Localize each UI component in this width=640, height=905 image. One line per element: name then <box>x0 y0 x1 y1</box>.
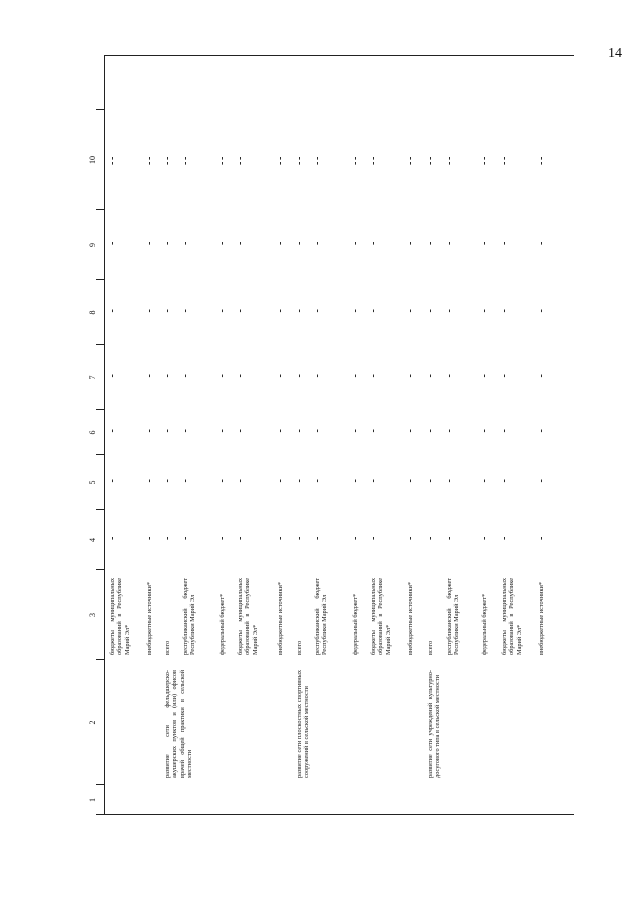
funding-source: республиканский бюджет Республики Марий Эл <box>314 578 329 655</box>
empty-value-dash: - <box>144 479 155 483</box>
empty-value-dash: - <box>368 161 379 165</box>
empty-value-dash: - <box>444 156 455 160</box>
empty-value-dash: - <box>536 161 547 165</box>
empty-value-dash: - <box>536 309 547 313</box>
empty-value-dash: - <box>444 309 455 313</box>
funding-source: республиканский бюджет Республики Марий Эл <box>182 578 197 655</box>
row-label: развитие сети плоскостных спортивных сооружений в сельской местности <box>296 670 311 778</box>
empty-value-dash: - <box>350 536 361 540</box>
empty-value-dash: - <box>180 161 191 165</box>
empty-value-dash: - <box>536 536 547 540</box>
empty-value-dash: - <box>312 241 323 245</box>
funding-source: внебюджетные источники* <box>538 581 545 655</box>
empty-value-dash: - <box>162 374 173 378</box>
empty-value-dash: - <box>144 309 155 313</box>
empty-value-dash: - <box>275 429 286 433</box>
empty-value-dash: - <box>368 374 379 378</box>
empty-value-dash: - <box>144 429 155 433</box>
empty-value-dash: - <box>107 161 118 165</box>
empty-value-dash: - <box>235 479 246 483</box>
empty-value-dash: - <box>180 374 191 378</box>
empty-value-dash: - <box>180 309 191 313</box>
financing-table <box>88 55 574 815</box>
empty-value-dash: - <box>107 429 118 433</box>
empty-value-dash: - <box>217 161 228 165</box>
column-divider <box>96 344 105 345</box>
empty-value-dash: - <box>217 156 228 160</box>
empty-value-dash: - <box>479 536 490 540</box>
empty-value-dash: - <box>425 429 436 433</box>
empty-value-dash: - <box>350 156 361 160</box>
empty-value-dash: - <box>479 156 490 160</box>
empty-value-dash: - <box>312 309 323 313</box>
empty-value-dash: - <box>312 374 323 378</box>
empty-value-dash: - <box>479 241 490 245</box>
header-rule <box>104 55 105 815</box>
empty-value-dash: - <box>444 374 455 378</box>
empty-value-dash: - <box>217 479 228 483</box>
empty-value-dash: - <box>294 309 305 313</box>
empty-value-dash: - <box>479 161 490 165</box>
empty-value-dash: - <box>499 161 510 165</box>
funding-source: внебюджетные источники* <box>146 581 153 655</box>
funding-source: бюджеты муниципальных образований в Республике Марий Эл* <box>237 578 259 655</box>
empty-value-dash: - <box>499 429 510 433</box>
empty-value-dash: - <box>499 156 510 160</box>
empty-value-dash: - <box>444 479 455 483</box>
empty-value-dash: - <box>368 241 379 245</box>
empty-value-dash: - <box>536 241 547 245</box>
empty-value-dash: - <box>479 479 490 483</box>
funding-source: всего <box>427 640 434 655</box>
funding-source: федеральный бюджет* <box>481 593 488 655</box>
empty-value-dash: - <box>368 156 379 160</box>
empty-value-dash: - <box>368 429 379 433</box>
empty-value-dash: - <box>312 156 323 160</box>
empty-value-dash: - <box>235 536 246 540</box>
empty-value-dash: - <box>180 241 191 245</box>
empty-value-dash: - <box>162 429 173 433</box>
page-number: 14 <box>608 46 622 61</box>
empty-value-dash: - <box>235 161 246 165</box>
column-divider <box>96 409 105 410</box>
empty-value-dash: - <box>180 536 191 540</box>
empty-value-dash: - <box>294 241 305 245</box>
empty-value-dash: - <box>275 536 286 540</box>
empty-value-dash: - <box>217 536 228 540</box>
empty-value-dash: - <box>162 479 173 483</box>
empty-value-dash: - <box>275 374 286 378</box>
empty-value-dash: - <box>405 374 416 378</box>
column-divider <box>96 659 105 660</box>
empty-value-dash: - <box>217 429 228 433</box>
empty-value-dash: - <box>162 156 173 160</box>
table-right-border <box>104 55 574 56</box>
empty-value-dash: - <box>499 309 510 313</box>
empty-value-dash: - <box>479 309 490 313</box>
column-divider <box>96 814 105 815</box>
empty-value-dash: - <box>405 241 416 245</box>
empty-value-dash: - <box>425 479 436 483</box>
funding-source: всего <box>296 640 303 655</box>
empty-value-dash: - <box>275 309 286 313</box>
empty-value-dash: - <box>444 429 455 433</box>
empty-value-dash: - <box>180 429 191 433</box>
empty-value-dash: - <box>275 156 286 160</box>
empty-value-dash: - <box>536 156 547 160</box>
empty-value-dash: - <box>144 156 155 160</box>
funding-source: федеральный бюджет* <box>219 593 226 655</box>
empty-value-dash: - <box>444 536 455 540</box>
column-divider <box>96 209 105 210</box>
table-left-border <box>104 814 574 815</box>
empty-value-dash: - <box>107 241 118 245</box>
empty-value-dash: - <box>444 161 455 165</box>
empty-value-dash: - <box>312 161 323 165</box>
column-number: 6 <box>88 430 97 435</box>
column-number: 2 <box>88 720 97 725</box>
empty-value-dash: - <box>368 309 379 313</box>
empty-value-dash: - <box>425 374 436 378</box>
empty-value-dash: - <box>235 156 246 160</box>
empty-value-dash: - <box>405 479 416 483</box>
column-number: 10 <box>88 156 97 164</box>
empty-value-dash: - <box>235 309 246 313</box>
funding-source: внебюджетные источники* <box>277 581 284 655</box>
empty-value-dash: - <box>405 156 416 160</box>
empty-value-dash: - <box>425 536 436 540</box>
empty-value-dash: - <box>368 479 379 483</box>
empty-value-dash: - <box>536 429 547 433</box>
empty-value-dash: - <box>350 374 361 378</box>
empty-value-dash: - <box>499 374 510 378</box>
funding-source: бюджеты муниципальных образований в Республике Марий Эл* <box>501 578 523 655</box>
empty-value-dash: - <box>107 309 118 313</box>
funding-source: внебюджетные источники* <box>407 581 414 655</box>
empty-value-dash: - <box>425 309 436 313</box>
empty-value-dash: - <box>294 479 305 483</box>
empty-value-dash: - <box>180 479 191 483</box>
empty-value-dash: - <box>217 241 228 245</box>
column-number: 1 <box>88 798 97 802</box>
empty-value-dash: - <box>162 241 173 245</box>
column-divider <box>96 509 105 510</box>
empty-value-dash: - <box>425 241 436 245</box>
empty-value-dash: - <box>144 536 155 540</box>
empty-value-dash: - <box>294 374 305 378</box>
empty-value-dash: - <box>235 241 246 245</box>
column-number: 8 <box>88 310 97 315</box>
empty-value-dash: - <box>107 536 118 540</box>
funding-source: бюджеты муниципальных образований в Республике Марий Эл* <box>370 578 392 655</box>
empty-value-dash: - <box>444 241 455 245</box>
empty-value-dash: - <box>294 161 305 165</box>
empty-value-dash: - <box>499 241 510 245</box>
empty-value-dash: - <box>294 156 305 160</box>
empty-value-dash: - <box>275 241 286 245</box>
column-number: 9 <box>88 243 97 247</box>
empty-value-dash: - <box>312 479 323 483</box>
empty-value-dash: - <box>144 241 155 245</box>
funding-source: федеральный бюджет* <box>352 593 359 655</box>
column-divider <box>96 279 105 280</box>
empty-value-dash: - <box>162 309 173 313</box>
column-number: 7 <box>88 375 97 380</box>
empty-value-dash: - <box>235 374 246 378</box>
empty-value-dash: - <box>405 536 416 540</box>
empty-value-dash: - <box>536 479 547 483</box>
empty-value-dash: - <box>312 536 323 540</box>
empty-value-dash: - <box>499 479 510 483</box>
column-divider <box>96 454 105 455</box>
empty-value-dash: - <box>294 429 305 433</box>
empty-value-dash: - <box>180 156 191 160</box>
empty-value-dash: - <box>162 536 173 540</box>
empty-value-dash: - <box>479 429 490 433</box>
column-divider <box>96 569 105 570</box>
empty-value-dash: - <box>107 156 118 160</box>
funding-source: республиканский бюджет Республики Марий Эл <box>446 578 461 655</box>
column-number: 3 <box>88 613 97 617</box>
empty-value-dash: - <box>144 374 155 378</box>
funding-source: всего <box>164 640 171 655</box>
empty-value-dash: - <box>162 161 173 165</box>
row-label: развитие сети учреждений культурно-досугового типа в сельской местности <box>427 670 442 778</box>
empty-value-dash: - <box>405 309 416 313</box>
empty-value-dash: - <box>479 374 490 378</box>
empty-value-dash: - <box>350 309 361 313</box>
empty-value-dash: - <box>275 479 286 483</box>
empty-value-dash: - <box>499 536 510 540</box>
empty-value-dash: - <box>312 429 323 433</box>
empty-value-dash: - <box>405 161 416 165</box>
empty-value-dash: - <box>425 156 436 160</box>
empty-value-dash: - <box>368 536 379 540</box>
column-number: 5 <box>88 480 97 485</box>
column-divider <box>96 109 105 110</box>
empty-value-dash: - <box>144 161 155 165</box>
empty-value-dash: - <box>107 479 118 483</box>
empty-value-dash: - <box>350 429 361 433</box>
empty-value-dash: - <box>294 536 305 540</box>
empty-value-dash: - <box>405 429 416 433</box>
empty-value-dash: - <box>350 241 361 245</box>
row-label: развитие сети фельдшерско-акушерских пунктов и (или) офисов врачей общей практики в сельской местности <box>164 670 194 778</box>
empty-value-dash: - <box>425 161 436 165</box>
empty-value-dash: - <box>350 479 361 483</box>
funding-source: бюджеты муниципальных образований в Республике Марий Эл* <box>109 578 131 655</box>
column-divider <box>96 784 105 785</box>
empty-value-dash: - <box>217 309 228 313</box>
empty-value-dash: - <box>107 374 118 378</box>
empty-value-dash: - <box>350 161 361 165</box>
empty-value-dash: - <box>235 429 246 433</box>
empty-value-dash: - <box>536 374 547 378</box>
empty-value-dash: - <box>275 161 286 165</box>
column-number: 4 <box>88 538 97 542</box>
empty-value-dash: - <box>217 374 228 378</box>
